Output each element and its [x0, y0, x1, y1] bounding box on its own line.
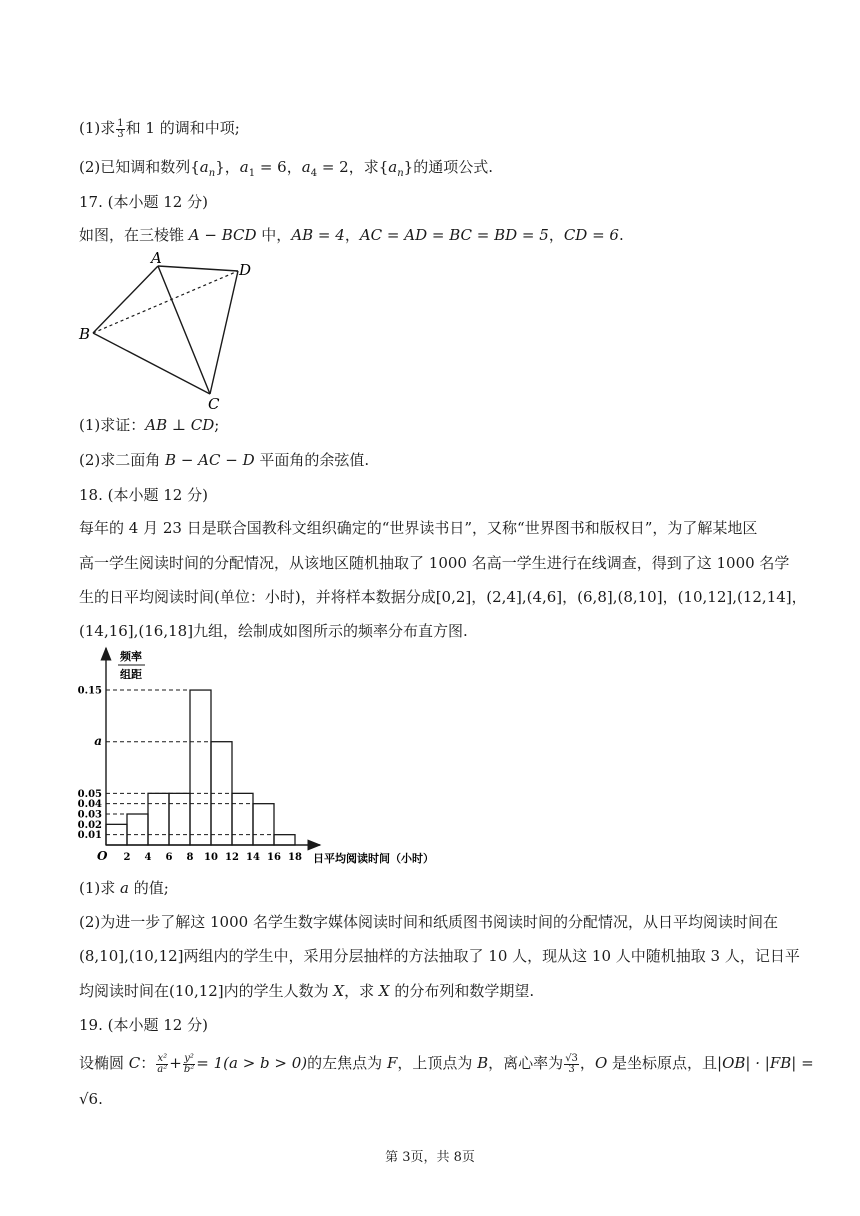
x-tick-label: 12: [225, 852, 239, 863]
origin-label: O: [97, 849, 108, 863]
p18-part1: (1)求 a 的值;: [79, 879, 169, 897]
p18-stem-line2: 高一学生阅读时间的分配情况，从该地区随机抽取了 1000 名高一学生进行在线调查，得到了这 1000 名学: [79, 554, 790, 572]
fraction-x2-over-a2: $\frac{\text{x²}}{\text{a²}}$: [157, 1052, 168, 1075]
x-axis-label: 日平均阅读时间（小时）: [313, 852, 434, 865]
p17-header: 17. (本小题 12 分): [79, 193, 208, 211]
x-tick-label: 16: [267, 852, 281, 863]
p17-stem: 如图，在三棱锥 A − BCD 中，AB = 4，AC = AD = BC = BD = 5，CD = 6.: [79, 226, 624, 244]
p16-part1: (1)求 $\frac{1}{3}$ 和 1 的调和中项;: [79, 117, 240, 140]
p19-stem-line2: √6.: [79, 1090, 103, 1108]
y-tick-label: 0.15: [77, 685, 102, 697]
histogram-bar: [169, 793, 190, 845]
y-tick-label: 0.05: [77, 788, 102, 800]
y-tick-label: 0.01: [77, 830, 102, 842]
y-tick-label: a: [94, 734, 102, 749]
x-tick-label: 6: [165, 852, 173, 863]
frequency-histogram: [75, 644, 455, 874]
x-tick-label: 4: [144, 852, 152, 863]
histogram-bar: [232, 793, 253, 845]
fraction-sqrt3-over-3: $\frac{√3}{3}$: [565, 1052, 578, 1075]
edge-dc: [210, 271, 238, 394]
y-axis-label-top: 频率: [120, 650, 142, 663]
vertex-label-a: A: [151, 250, 162, 267]
p19-stem-line1: 设椭圆 C： $\frac{\text{x²}}{\text{a²}}$ + $\frac{\text{y²}}{\text{b²}}$ = 1(a > b > 0)的左焦点为 F，上顶点为 B，离心率为 $\frac{√3}{3}$ ，O 是坐标原点，且|OB| · |FB| =: [79, 1052, 814, 1075]
page-footer: 第 3页，共 8页: [385, 1150, 475, 1165]
histogram-bar: [253, 804, 274, 845]
edge-ab: [93, 266, 158, 333]
y-tick-label: 0.03: [77, 809, 102, 821]
fraction-y2-over-b2: $\frac{\text{y²}}{\text{b²}}$: [183, 1052, 195, 1075]
p17-part2: (2)求二面角 B − AC − D 平面角的余弦值.: [79, 451, 370, 469]
x-tick-label: 18: [288, 852, 302, 863]
p18-part2-line2: (8,10],(10,12]两组内的学生中，采用分层抽样的方法抽取了 10 人，现从这 10 人中随机抽取 3 人，记日平: [79, 947, 800, 965]
x-tick-label: 2: [123, 852, 131, 863]
y-tick-label: 0.04: [77, 799, 102, 811]
tetrahedron-figure: [75, 250, 275, 415]
p18-stem-line3: 生的日平均阅读时间(单位：小时)，并将样本数据分成[0,2]，(2,4],(4,6]，(6,8],(8,10]，(10,12],(12,14]，: [79, 588, 807, 606]
p18-header: 18. (本小题 12 分): [79, 486, 208, 504]
vertex-label-c: C: [208, 395, 220, 413]
p18-stem-line4: (14,16],(16,18]九组，绘制成如图所示的频率分布直方图.: [79, 622, 468, 640]
edge-ac: [158, 266, 210, 394]
edge-bd-hidden: [93, 271, 238, 333]
edge-bc: [93, 333, 210, 394]
edge-ad: [158, 266, 238, 271]
vertex-label-d: D: [239, 261, 252, 279]
y-axis-label-bottom: 组距: [120, 668, 142, 681]
p18-part2-line1: (2)为进一步了解这 1000 名学生数字媒体阅读时间和纸质图书阅读时间的分配情况，从日平均阅读时间在: [79, 913, 778, 931]
histogram-bar: [127, 814, 148, 845]
vertex-label-b: B: [79, 325, 91, 343]
x-tick-label: 10: [204, 852, 218, 863]
x-tick-label: 8: [186, 852, 194, 863]
p19-header: 19. (本小题 12 分): [79, 1016, 208, 1034]
histogram-bar: [274, 835, 295, 845]
histogram-bar: [148, 793, 169, 845]
p16-part2: (2)已知调和数列$\{a_n\}$，$a_1 = 6$，$a_4 = 2$，求$\{a_n\}$的通项公式.: [79, 158, 493, 179]
p18-part2-line3: 均阅读时间在(10,12]内的学生人数为 X，求 X 的分布列和数学期望.: [79, 982, 535, 1000]
histogram-bar: [190, 690, 211, 845]
fraction-one-third: $\frac{1}{3}$: [117, 117, 124, 140]
y-tick-label: 0.02: [77, 819, 102, 831]
p17-part1: (1)求证：AB ⊥ CD;: [79, 416, 220, 434]
x-tick-label: 14: [246, 852, 260, 863]
p18-stem-line1: 每年的 4 月 23 日是联合国教科文组织确定的“世界读书日”，又称“世界图书和版权日”，为了解某地区: [79, 519, 758, 537]
